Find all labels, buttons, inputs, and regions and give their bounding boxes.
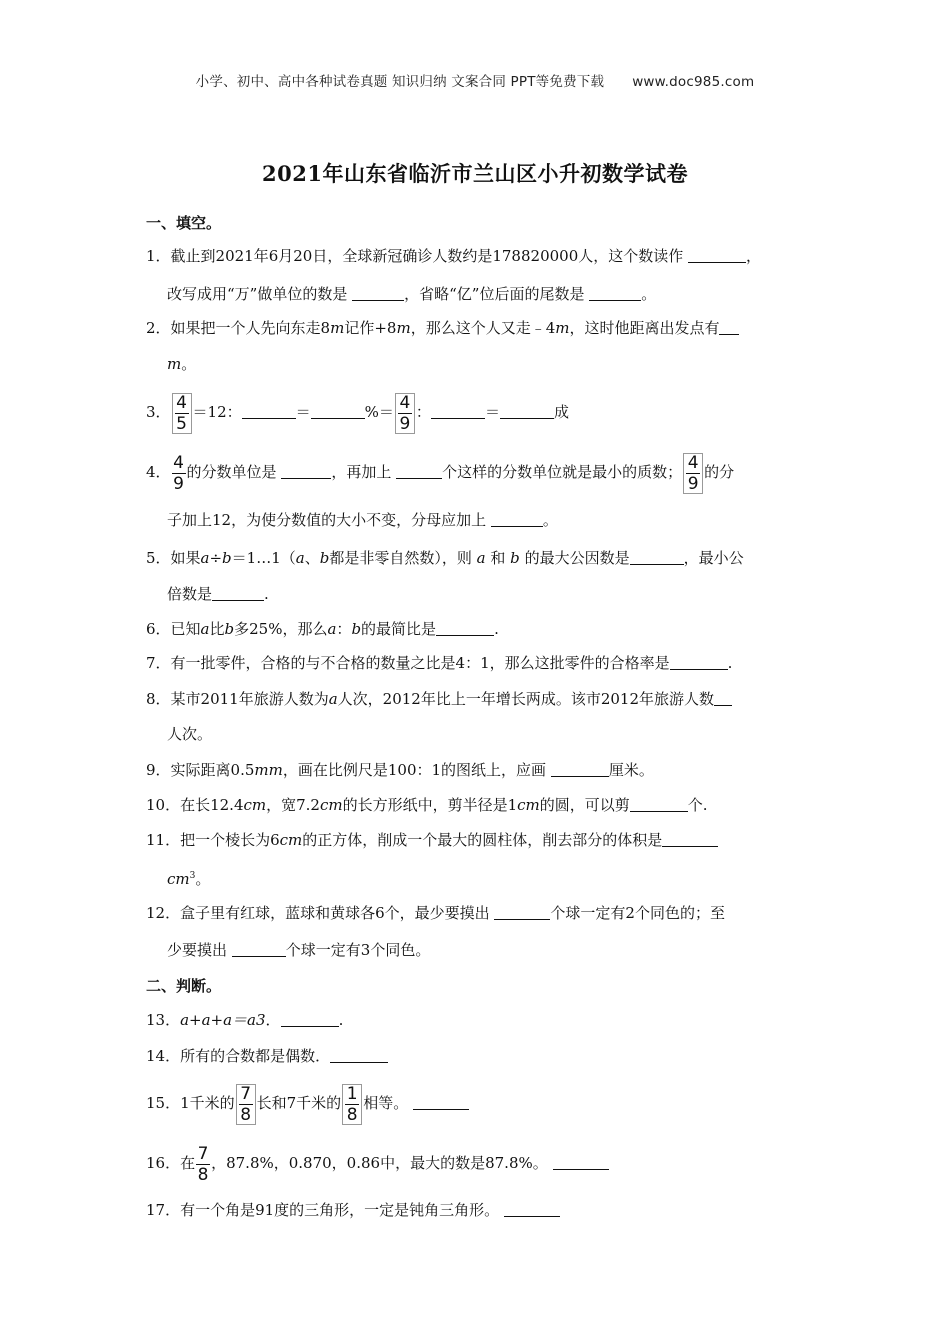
question-10: 10．在长12.4cm，宽7.2cm的长方形纸中，剪半径是1cm的圆，可以剪 个. xyxy=(146,796,708,814)
blank xyxy=(311,404,365,419)
question-8: 8．某市2011年旅游人数为a人次，2012年比上一年增长两成。该市2012年旅游人数 xyxy=(146,689,732,709)
blank xyxy=(500,404,554,419)
question-7: 7．有一批零件，合格的与不合格的数量之比是4：1，那么这批零件的合格率是 . xyxy=(146,654,733,672)
question-11-cont: $cm^3$。 xyxy=(167,870,211,888)
blank xyxy=(670,655,728,670)
question-2: 2．如果把一个人先向东走8m记作+8m，那么这个人又走﹣4m，这时他距离出发点有 xyxy=(146,318,739,338)
page-title: 2021年山东省临沂市兰山区小升初数学试卷 xyxy=(262,161,688,186)
fraction-1-8: $\frac{1}{8}$ xyxy=(342,1084,362,1125)
blank xyxy=(504,1202,560,1217)
blank xyxy=(352,286,404,301)
question-1-cont: 改写成用“万”做单位的数是 ，省略“亿”位后面的尾数是 。 xyxy=(167,285,657,303)
question-4-cont: 子加上12，为使分数值的大小不变，分母应加上 。 xyxy=(167,511,558,529)
blank xyxy=(431,404,485,419)
blank xyxy=(413,1095,469,1110)
fraction-4-5: $\frac{4}{5}$ xyxy=(172,393,192,434)
blank xyxy=(242,404,296,419)
blank xyxy=(281,464,331,479)
question-2-cont: m。 xyxy=(167,355,197,373)
blank xyxy=(212,586,264,601)
blank xyxy=(714,691,732,706)
fraction-7-8: $\frac{7}{8}$ xyxy=(236,1084,256,1125)
header-site: www.doc985.com xyxy=(632,74,755,90)
question-15: 15．1千米的 $\frac{7}{8}$ 长和7千米的 $\frac{1}{8}$ 相等。 xyxy=(146,1083,469,1125)
blank xyxy=(630,797,688,812)
blank xyxy=(630,550,684,565)
question-1: 1．截止到2021年6月20日，全球新冠确诊人数约是178820000人，这个数读作 ， xyxy=(146,247,762,265)
question-5: 5．如果a÷b＝1…1（a、b都是非零自然数），则 a 和 b 的最大公因数是 ，最小公 xyxy=(146,549,744,567)
blank xyxy=(281,1012,339,1027)
blank xyxy=(719,320,739,335)
question-8-cont: 人次。 xyxy=(167,725,213,743)
blank xyxy=(688,248,746,263)
section-fill-in: 一、填空。 xyxy=(146,214,222,232)
fraction-4-9: $\frac{4}{9}$ xyxy=(683,453,703,494)
fraction-7-8: $\frac{7}{8}$ xyxy=(197,1143,209,1185)
question-11: 11．把一个棱长为6cm的正方体，削成一个最大的圆柱体，削去部分的体积是 xyxy=(146,830,718,850)
blank xyxy=(330,1048,388,1063)
question-5-cont: 倍数是 . xyxy=(167,585,269,603)
section-judge: 二、判断。 xyxy=(146,977,222,995)
blank xyxy=(491,512,543,527)
fraction-4-9: $\frac{4}{9}$ xyxy=(173,452,184,494)
question-12: 12．盒子里有红球，蓝球和黄球各6个，最少要摸出 个球一定有2个同色的；至 xyxy=(146,904,725,922)
question-14: 14．所有的合数都是偶数． xyxy=(146,1046,388,1066)
blank xyxy=(553,1155,609,1170)
blank xyxy=(232,942,286,957)
question-16: 16．在 $\frac{7}{8}$ ，87.8%，0.870，0.86中，最大的数是87.8%。 xyxy=(146,1143,609,1184)
question-13: 13．a+a+a＝a3． . xyxy=(146,1011,344,1029)
blank xyxy=(589,286,641,301)
blank xyxy=(396,464,442,479)
question-9: 9．实际距离0.5mm，画在比例尺是100：1的图纸上，应画 厘米。 xyxy=(146,761,654,779)
question-4: 4． $\frac{4}{9}$ 的分数单位是 ，再加上 个这样的分数单位就是最小的质数； $\frac{4}{9}$ 的分 xyxy=(146,452,735,494)
question-3: 3． $\frac{4}{5}$ ＝12： ＝ %＝ $\frac{4}{9}$ ： ＝ 成 xyxy=(146,392,569,434)
question-6: 6．已知a比b多25%，那么a：b的最简比是 . xyxy=(146,620,499,638)
blank xyxy=(662,832,718,847)
header-text: 小学、初中、高中各种试卷真题 知识归纳 文案合同 PPT等免费下载 xyxy=(195,74,605,90)
fraction-4-9: $\frac{4}{9}$ xyxy=(395,393,415,434)
page-header xyxy=(0,70,950,90)
question-12-cont: 少要摸出 个球一定有3个同色。 xyxy=(167,941,431,959)
question-17: 17．有一个角是91度的三角形，一定是钝角三角形。 xyxy=(146,1200,560,1220)
blank xyxy=(436,621,494,636)
blank xyxy=(551,762,609,777)
blank xyxy=(494,905,550,920)
